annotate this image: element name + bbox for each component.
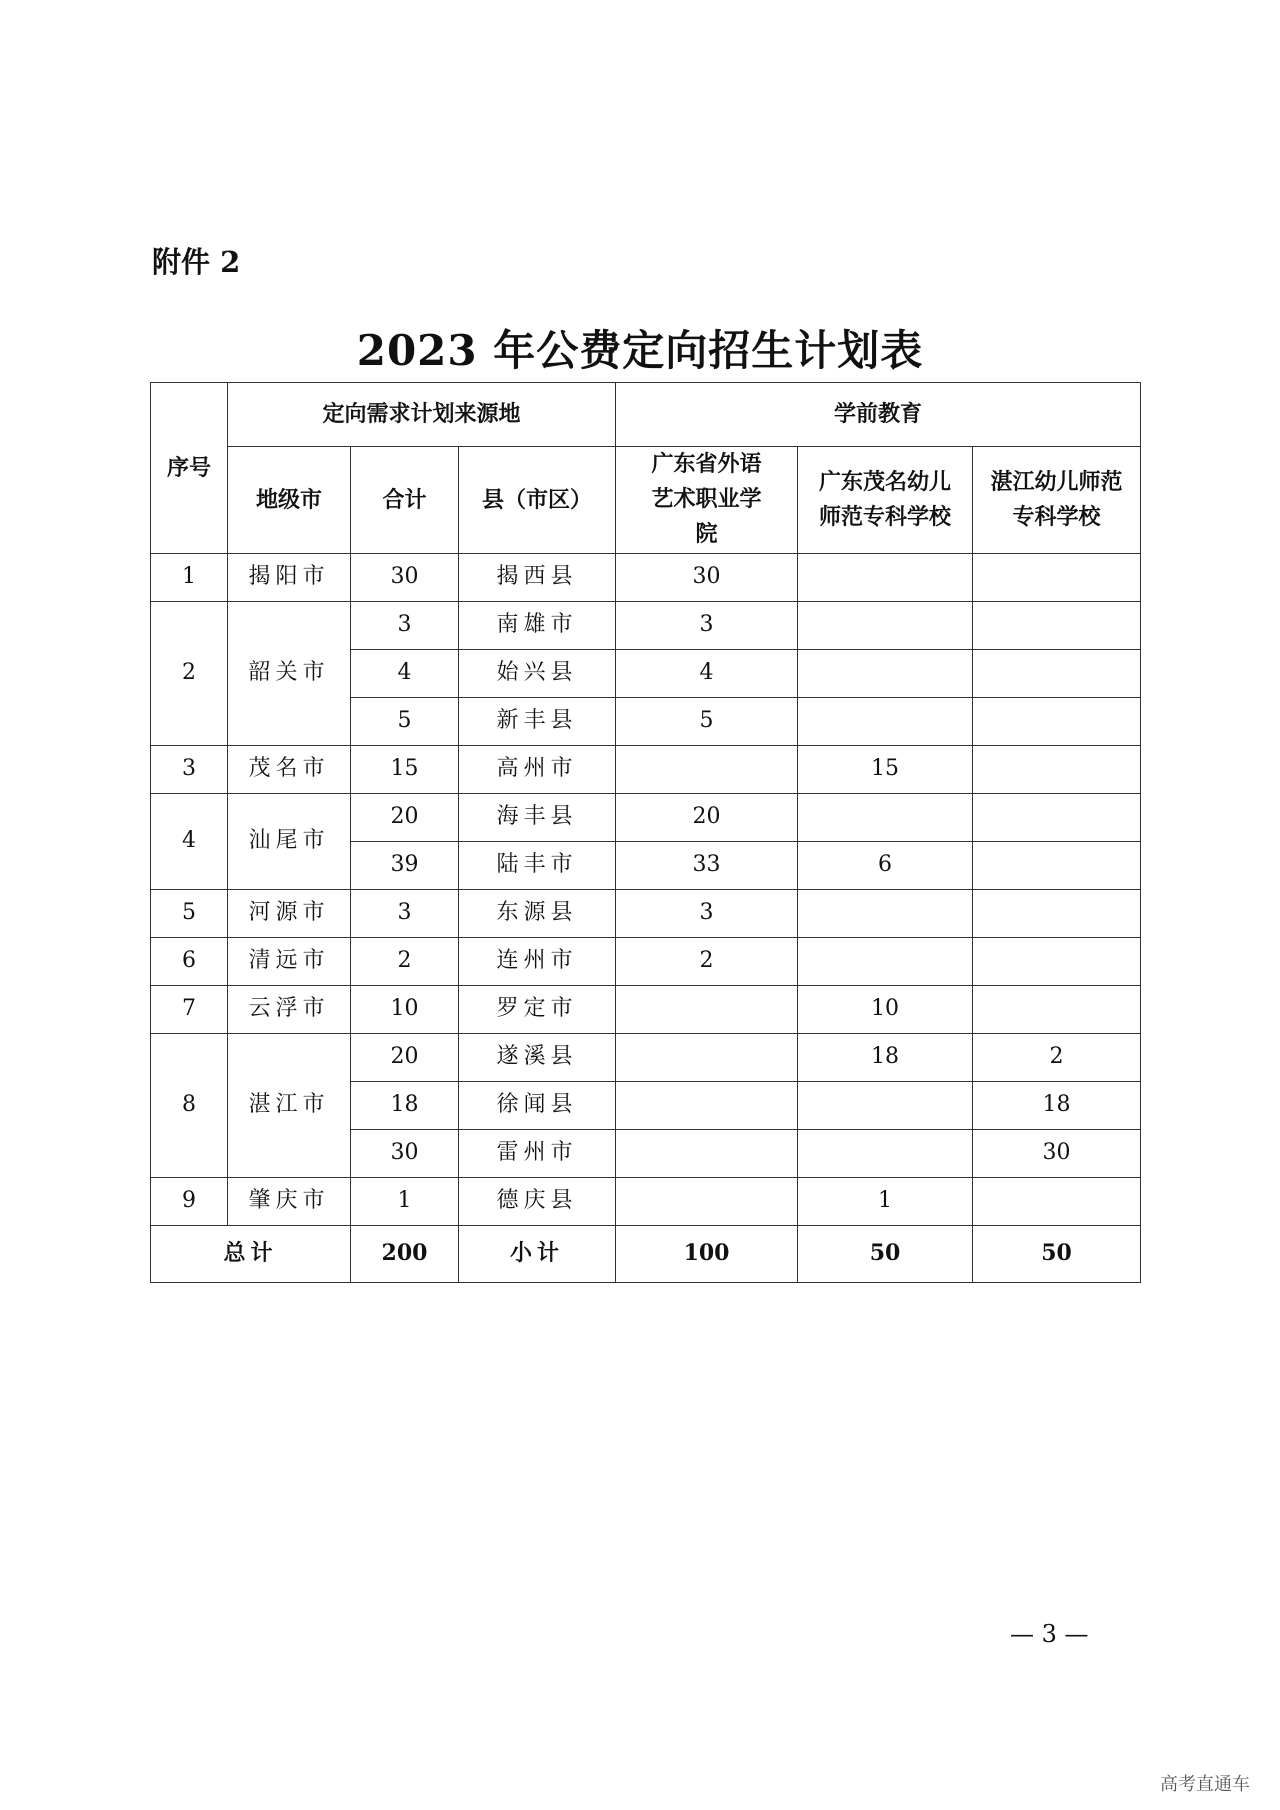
header-edu-group: 学前教育 [616,383,1141,447]
school-3-cell [973,697,1141,745]
city-cell: 河源市 [228,889,351,937]
seq-cell: 2 [151,601,228,745]
totals-row [151,1225,1141,1282]
header-row-bottom [151,447,1141,554]
school-2-cell [798,793,973,841]
totals-total: 200 [351,1225,459,1282]
city-cell: 云浮市 [228,985,351,1033]
school-1-cell: 3 [616,889,798,937]
city-cell: 清远市 [228,937,351,985]
school-1-cell [616,1129,798,1177]
header-city: 地级市 [228,447,351,554]
school-2-cell: 10 [798,985,973,1033]
totals-school-1: 100 [616,1225,798,1282]
school-2-cell [798,1129,973,1177]
school-3-cell [973,889,1141,937]
school-1-cell: 2 [616,937,798,985]
school-1-cell: 3 [616,601,798,649]
county-cell: 南雄市 [459,601,616,649]
county-cell: 罗定市 [459,985,616,1033]
total-cell: 3 [351,601,459,649]
city-cell: 湛江市 [228,1033,351,1177]
table-row [151,1177,1141,1225]
school-3-cell [973,793,1141,841]
header-source-group: 定向需求计划来源地 [228,383,616,447]
county-cell: 徐闻县 [459,1081,616,1129]
school-3-cell: 18 [973,1081,1141,1129]
school-2-cell: 1 [798,1177,973,1225]
total-cell: 39 [351,841,459,889]
page-title: 2023 年公费定向招生计划表 [356,326,924,375]
total-cell: 15 [351,745,459,793]
totals-school-2: 50 [798,1225,973,1282]
city-cell: 茂名市 [228,745,351,793]
header-school-2: 广东茂名幼儿师范专科学校 [798,447,973,554]
county-cell: 德庆县 [459,1177,616,1225]
school-3-cell [973,601,1141,649]
seq-cell: 1 [151,553,228,601]
city-cell: 汕尾市 [228,793,351,889]
header-school-3: 湛江幼儿师范专科学校 [973,447,1141,554]
header-row-top [151,383,1141,447]
total-cell: 2 [351,937,459,985]
school-3-cell [973,841,1141,889]
school-2-cell [798,649,973,697]
school-2-cell [798,937,973,985]
school-2-cell [798,553,973,601]
county-cell: 东源县 [459,889,616,937]
header-seq: 序号 [151,383,228,554]
school-1-cell [616,1081,798,1129]
school-1-cell: 33 [616,841,798,889]
seq-cell: 6 [151,937,228,985]
county-cell: 雷州市 [459,1129,616,1177]
school-1-cell [616,985,798,1033]
total-cell: 18 [351,1081,459,1129]
county-cell: 遂溪县 [459,1033,616,1081]
school-2-cell [798,889,973,937]
footer-watermark: 高考直通车 [1160,1774,1250,1795]
county-cell: 高州市 [459,745,616,793]
county-cell: 始兴县 [459,649,616,697]
city-cell: 肇庆市 [228,1177,351,1225]
seq-cell: 8 [151,1033,228,1177]
seq-cell: 4 [151,793,228,889]
table-row [151,889,1141,937]
total-cell: 30 [351,1129,459,1177]
total-cell: 1 [351,1177,459,1225]
school-1-cell [616,1177,798,1225]
school-3-cell [973,985,1141,1033]
header-total: 合计 [351,447,459,554]
table-row [151,793,1141,841]
school-3-cell [973,553,1141,601]
school-1-cell: 5 [616,697,798,745]
school-2-cell [798,1081,973,1129]
school-2-cell: 18 [798,1033,973,1081]
attachment-label: 附件 2 [152,245,241,279]
table-row [151,1033,1141,1081]
school-1-cell: 4 [616,649,798,697]
school-2-cell [798,697,973,745]
total-cell: 10 [351,985,459,1033]
county-cell: 新丰县 [459,697,616,745]
school-3-cell: 2 [973,1033,1141,1081]
school-1-cell: 20 [616,793,798,841]
school-3-cell: 30 [973,1129,1141,1177]
table-row [151,601,1141,649]
county-cell: 海丰县 [459,793,616,841]
total-cell: 5 [351,697,459,745]
table-row [151,553,1141,601]
school-3-cell [973,1177,1141,1225]
school-1-cell [616,745,798,793]
city-cell: 韶关市 [228,601,351,745]
header-county: 县（市区） [459,447,616,554]
seq-cell: 7 [151,985,228,1033]
school-1-cell: 30 [616,553,798,601]
plan-table [150,382,1141,1283]
school-3-cell [973,649,1141,697]
total-cell: 30 [351,553,459,601]
school-3-cell [973,937,1141,985]
total-cell: 4 [351,649,459,697]
county-cell: 陆丰市 [459,841,616,889]
seq-cell: 9 [151,1177,228,1225]
subtotal-label: 小计 [459,1225,616,1282]
city-cell: 揭阳市 [228,553,351,601]
header-school-1: 广东省外语艺术职业学院 [616,447,798,554]
school-2-cell [798,601,973,649]
total-cell: 20 [351,1033,459,1081]
seq-cell: 3 [151,745,228,793]
school-1-cell [616,1033,798,1081]
county-cell: 连州市 [459,937,616,985]
county-cell: 揭西县 [459,553,616,601]
school-2-cell: 15 [798,745,973,793]
totals-school-3: 50 [973,1225,1141,1282]
totals-label: 总计 [151,1225,351,1282]
table-row [151,985,1141,1033]
page-number: — 3 — [1010,1620,1089,1648]
school-2-cell: 6 [798,841,973,889]
total-cell: 20 [351,793,459,841]
table-row [151,937,1141,985]
school-3-cell [973,745,1141,793]
table-row [151,745,1141,793]
seq-cell: 5 [151,889,228,937]
total-cell: 3 [351,889,459,937]
